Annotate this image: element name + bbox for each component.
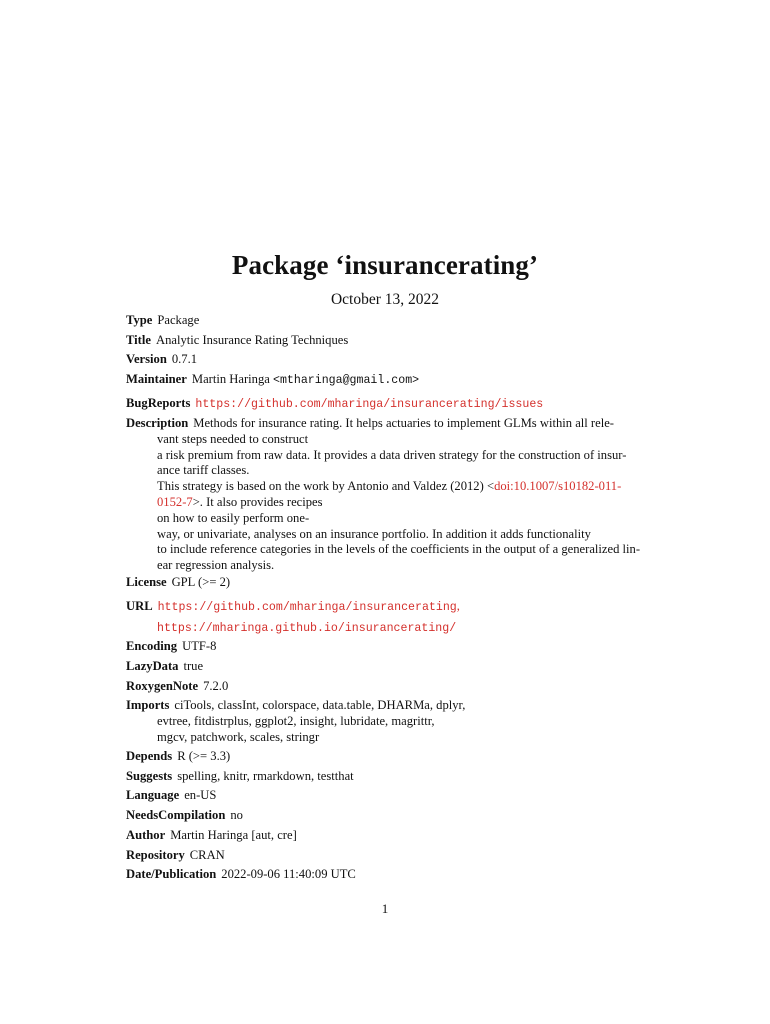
field-license xyxy=(126,575,646,591)
field-label: Title xyxy=(126,333,151,347)
field-label: Date/Publication xyxy=(126,867,217,881)
field-label: RoxygenNote xyxy=(126,679,199,693)
description-text: This strategy is based on the work by Antonio and Valdez (2012) < xyxy=(157,479,495,494)
page-title: Package ‘insurancerating’ xyxy=(231,250,539,280)
field-roxygennote xyxy=(126,679,646,695)
bugreports-link[interactable]: https://github.com/mharinga/insurancerating/issues xyxy=(195,398,544,411)
field-label: BugReports xyxy=(126,396,191,410)
field-value: 0.7.1 xyxy=(171,352,198,366)
field-label: Repository xyxy=(126,848,185,862)
doi-link[interactable]: doi:10.1007/s10182-011- xyxy=(494,479,622,494)
description-line: ance tariff classes. xyxy=(157,463,250,478)
description-line: way, or univariate, analyses on an insurance portfolio. In addition it adds functionality xyxy=(157,526,591,541)
field-label: Language xyxy=(126,788,180,802)
url-separator: , xyxy=(456,599,460,613)
field-value: R (>= 3.3) xyxy=(177,749,231,763)
description-line: Methods for insurance rating. It helps actuaries to implement GLMs within all rele- xyxy=(193,416,614,430)
imports-line: evtree, fitdistrplus, ggplot2, insight, lubridate, magrittr, xyxy=(157,713,435,728)
description-line: a risk premium from raw data. It provides a data driven strategy for the construction of insur- xyxy=(157,447,627,462)
document-date: October 13, 2022 xyxy=(330,291,440,308)
field-url xyxy=(126,599,646,637)
field-language xyxy=(126,788,646,804)
description-line xyxy=(126,495,646,511)
url-link-pages[interactable]: https://mharinga.github.io/insurancerating/ xyxy=(157,621,457,635)
doi-link-continued[interactable]: 0152-7 xyxy=(157,494,193,509)
field-label: Maintainer xyxy=(126,372,187,386)
description-line: to include reference categories in the levels of the coefficients in the output of a generalized lin- xyxy=(157,542,641,557)
field-bugreports xyxy=(126,396,646,413)
field-value: en-US xyxy=(184,788,217,802)
field-maintainer xyxy=(126,372,646,389)
field-label: Encoding xyxy=(126,639,178,653)
maintainer-email: <mtharinga@gmail.com> xyxy=(273,374,420,387)
field-value: Analytic Insurance Rating Techniques xyxy=(155,333,349,347)
field-label: URL xyxy=(126,599,153,613)
field-label: Suggests xyxy=(126,769,173,783)
field-label: Version xyxy=(126,352,167,366)
field-value: true xyxy=(183,659,204,673)
field-description xyxy=(126,416,646,574)
field-author xyxy=(126,828,646,844)
description-line: on how to easily perform one- xyxy=(157,510,310,525)
field-label: License xyxy=(126,575,167,589)
field-label: Description xyxy=(126,416,189,430)
imports-line: mgcv, patchwork, scales, stringr xyxy=(157,729,320,744)
field-label: Type xyxy=(126,313,153,327)
field-depends xyxy=(126,749,646,765)
field-lazydata xyxy=(126,659,646,675)
field-title xyxy=(126,333,646,349)
field-label: Author xyxy=(126,828,166,842)
description-text: >. It also provides recipes xyxy=(192,494,323,509)
field-value: Package xyxy=(157,313,200,327)
field-value: spelling, knitr, rmarkdown, testthat xyxy=(177,769,354,783)
field-repository xyxy=(126,848,646,864)
field-datepublication xyxy=(126,867,646,883)
maintainer-name: Martin Haringa xyxy=(191,372,274,386)
description-line: vant steps needed to construct xyxy=(157,431,309,446)
url-link-github[interactable]: https://github.com/mharinga/insurancerating xyxy=(157,601,457,614)
field-label: LazyData xyxy=(126,659,179,673)
field-label: NeedsCompilation xyxy=(126,808,226,822)
page-number: 1 xyxy=(381,901,389,916)
field-value: UTF-8 xyxy=(182,639,217,653)
description-line xyxy=(126,479,646,495)
field-value: no xyxy=(230,808,243,822)
description-line: ear regression analysis. xyxy=(157,558,275,573)
field-encoding xyxy=(126,639,646,655)
imports-line: ciTools, classInt, colorspace, data.table, DHARMa, dplyr, xyxy=(174,698,466,712)
field-label: Imports xyxy=(126,698,170,712)
field-needscompilation xyxy=(126,808,646,824)
field-suggests xyxy=(126,769,646,785)
field-value: 7.2.0 xyxy=(203,679,229,693)
field-label: Depends xyxy=(126,749,173,763)
field-version xyxy=(126,352,646,368)
field-imports xyxy=(126,698,646,745)
field-value: Martin Haringa [aut, cre] xyxy=(170,828,297,842)
field-type xyxy=(126,313,646,329)
field-value: 2022-09-06 11:40:09 UTC xyxy=(221,867,356,881)
field-value: GPL (>= 2) xyxy=(171,575,231,589)
field-value: CRAN xyxy=(189,848,225,862)
